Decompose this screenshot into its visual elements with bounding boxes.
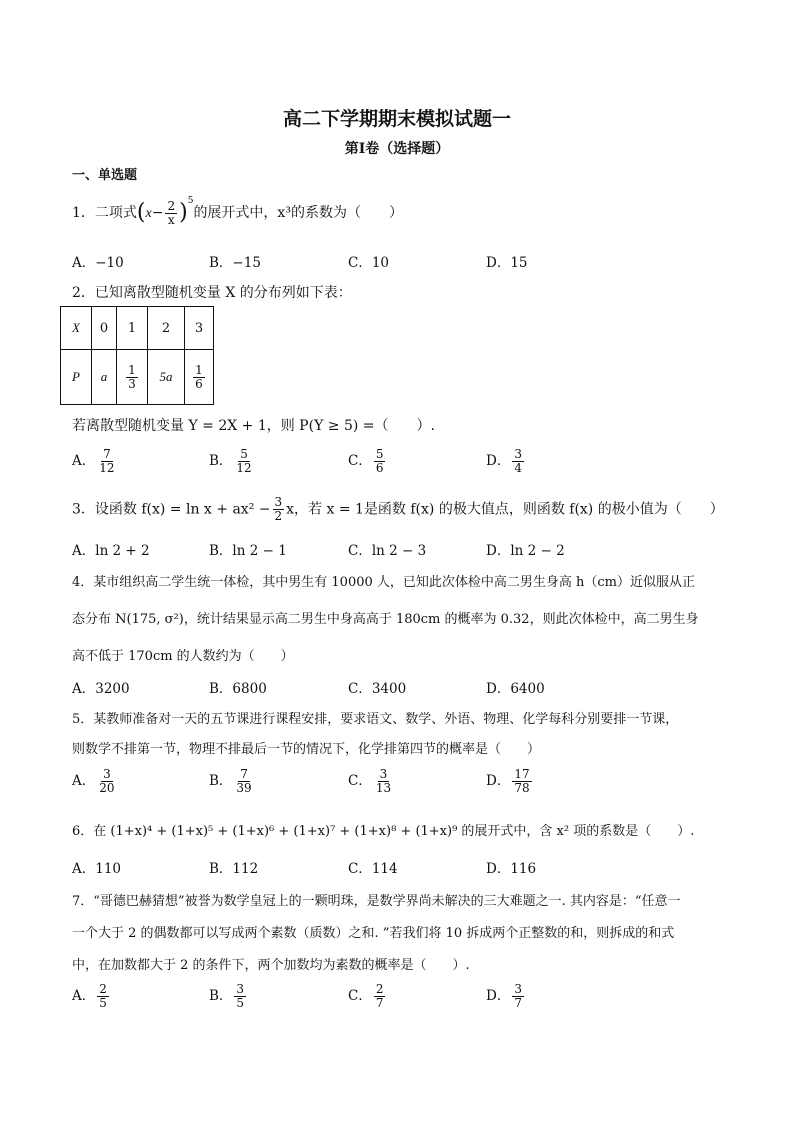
q1-option-c: C．10 — [348, 255, 390, 271]
question-2: 2．已知离散型随机变量 X 的分布列如下表： — [72, 285, 352, 301]
q1-expr-minus: − — [151, 205, 164, 221]
q4-option-b: B．6800 — [209, 681, 267, 697]
q7-option-a: A． $\frac{2}{5}$ — [72, 982, 107, 1010]
q7-option-b: B． $\frac{3}{5}$ — [209, 982, 245, 1010]
q1-suffix: 的展开式中，x³的系数为（ ） — [193, 205, 403, 221]
table-cell: 1 — [117, 307, 148, 350]
q5-option-a: A． $\frac{3}{20}$ — [72, 767, 115, 795]
question-7-line-2: 一个大于 2 的偶数都可以写成两个素数（质数）之和. ”若我们将 10 拆成两个正整数的和，则拆成的和式 — [72, 926, 675, 941]
section-subtitle: 第Ⅰ卷（选择题） — [344, 141, 450, 157]
q2-option-c: C． $\frac{5}{6}$ — [348, 447, 384, 475]
table-cell: 3 — [185, 307, 214, 350]
table-row — [61, 350, 214, 405]
q5-option-b: B． $\frac{7}{39}$ — [209, 767, 252, 795]
table-cell: 2 — [148, 307, 185, 350]
q7-option-c: C． $\frac{2}{7}$ — [348, 982, 384, 1010]
table-cell: 5a — [148, 350, 185, 405]
q5-option-d: D． $\frac{17}{78}$ — [486, 767, 530, 795]
q1-paren-close: ) — [179, 200, 188, 225]
q1-frac-num: 2 — [167, 198, 176, 213]
q4-option-c: C．3400 — [348, 681, 407, 697]
q6-option-a: A．110 — [72, 861, 122, 877]
q1-exponent: 5 — [187, 196, 194, 206]
section-heading: 一、单选题 — [72, 168, 138, 183]
question-4-line-3: 高不低于 170cm 的人数约为（ ） — [72, 649, 294, 664]
q7-option-d: D． $\frac{3}{7}$ — [486, 982, 522, 1010]
table-cell: X — [61, 307, 92, 350]
q3-option-c: C．ln 2 − 3 — [348, 543, 427, 559]
q4-option-a: A．3200 — [72, 681, 130, 697]
table-cell: $\frac{1}{6}$ — [185, 350, 214, 405]
q3-option-d: D．ln 2 − 2 — [486, 543, 565, 559]
question-5-line-1: 5．某教师准备对一天的五节课进行课程安排，要求语文、数学、外语、物理、化学每科分别要排一节课， — [72, 712, 679, 727]
q1-option-a: A．−10 — [72, 255, 124, 271]
q2-option-b: B． $\frac{5}{12}$ — [209, 447, 252, 475]
q1-prefix: 1．二项式 — [72, 205, 137, 221]
page-title: 高二下学期期末模拟试题一 — [282, 108, 511, 130]
distribution-table — [60, 306, 214, 405]
q3-option-b: B．ln 2 − 1 — [209, 543, 287, 559]
question-1 — [72, 196, 403, 227]
q2-after-text: 若离散型随机变量 Y = 2X + 1，则 P(Y ≥ 5) =（ ）. — [72, 418, 435, 434]
question-5-line-2: 则数学不排第一节，物理不排最后一节的情况下，化学排第四节的概率是（ ） — [72, 742, 541, 757]
q6-option-d: D．116 — [486, 861, 537, 877]
q6-option-c: C．114 — [348, 861, 398, 877]
q1-expr-x: x — [145, 206, 152, 221]
q2-option-a: A． $\frac{7}{12}$ — [72, 447, 115, 475]
question-4-line-1: 4．某市组织高二学生统一体检，其中男生有 10000 人，已知此次体检中高二男生身高 h（cm）近似服从正 — [72, 575, 696, 590]
table-cell: 0 — [92, 307, 117, 350]
q5-option-c: C． $\frac{3}{13}$ — [348, 767, 392, 795]
q6-option-b: B．112 — [209, 861, 259, 877]
q1-paren-open: ( — [136, 200, 146, 225]
question-7-line-1: 7．“哥德巴赫猜想”被誉为数学皇冠上的一颗明珠，是数学界尚未解决的三大难题之一. 其内容是：“任意一 — [72, 894, 681, 909]
q1-option-b: B．−15 — [209, 255, 261, 271]
question-6: 6．在 (1+x)⁴ + (1+x)⁵ + (1+x)⁶ + (1+x)⁷ + (1+x)⁸ + (1+x)⁹ 的展开式中，含 x² 项的系数是（ ）. — [72, 824, 695, 839]
q4-option-d: D．6400 — [486, 681, 545, 697]
table-cell: a — [92, 350, 117, 405]
table-cell: $\frac{1}{3}$ — [117, 350, 148, 405]
question-7-line-3: 中，在加数都大于 2 的条件下，两个加数均为素数的概率是（ ）. — [72, 958, 470, 973]
table-row — [61, 307, 214, 350]
q1-option-d: D．15 — [486, 255, 528, 271]
question-3: 3．设函数 f(x) = ln x + ax² − $\frac{3}{2}$ x，若 x = 1是函数 f(x) 的极大值点，则函数 f(x) 的极小值为（ ） — [72, 495, 724, 523]
q2-option-d: D． $\frac{3}{4}$ — [486, 447, 522, 475]
table-cell: P — [61, 350, 92, 405]
q1-frac-den: x — [167, 212, 175, 227]
q3-option-a: A．ln 2 + 2 — [72, 543, 150, 559]
question-4-line-2: 态分布 N(175, σ²)，统计结果显示高二男生中身高高于 180cm 的概率为 0.32，则此次体检中，高二男生身 — [72, 612, 699, 627]
q1-fraction — [165, 200, 177, 227]
